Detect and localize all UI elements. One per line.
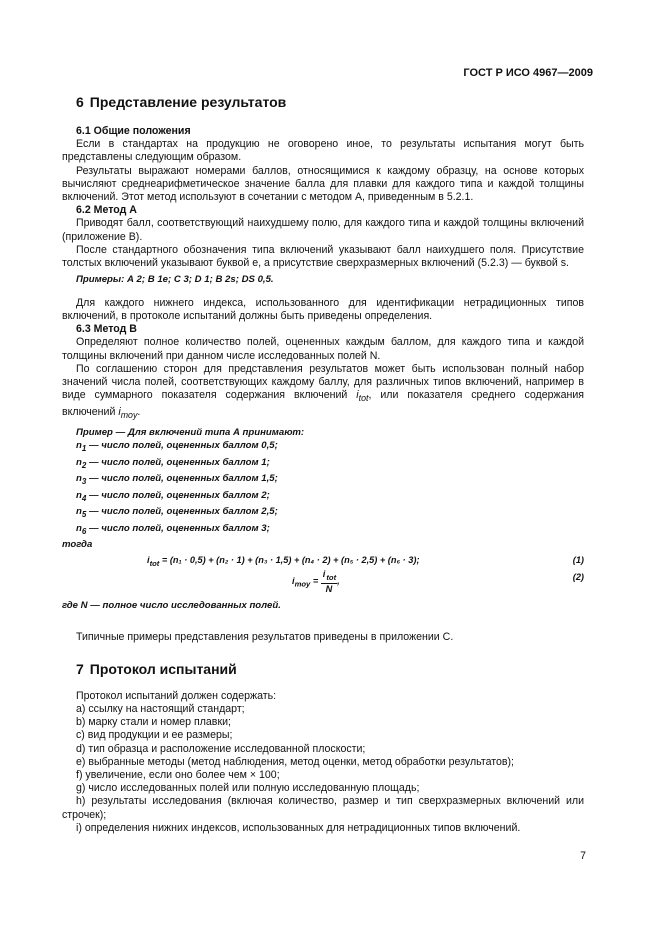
paragraph-with-indices: По соглашению сторон для представления результатов может быть использован полный набор значений числа полей, соответствующих каждому баллу, для различных типов включений, например в виде суммарного показателя содержания включений $i_{tot}$, или показателя среднего содержания включений $i_{moy}$. — [62, 362, 585, 420]
paragraph: После стандартного обозначения типа включений указывают балл наихудшего поля. Присутствие толстых включений указывают буквой e, а присутствие сверхразмерных включений (5.2.3) — буквой s. — [62, 243, 584, 270]
paragraph: Приводят балл, соответствующий наихудшему полю, для каждого типа и каждой толщины включений (приложение В). — [62, 217, 584, 243]
section-6-heading — [76, 94, 584, 111]
protocol-list-item: а) ссылку на настоящий стандарт; — [76, 703, 245, 716]
protocol-list-item: с) вид продукции и ее размеры; — [76, 729, 233, 742]
example-intro: Пример — Для включений типа А принимают: — [76, 426, 305, 438]
paragraph: Результаты выражают номерами баллов, относящимися к каждому образцу, на основе которых вычисляют среднеарифметическое значение балла для плавки для каждого типа и каждой толщины включений. Этот метод используют в сочетании с методом А, приведенным в 5.2.1. — [62, 164, 584, 204]
example-list — [62, 439, 584, 538]
protocol-list-item: b) марку стали и номер плавки; — [76, 716, 231, 729]
section-title: Протокол испытаний — [89, 660, 237, 677]
example-item: $n_6$ — число полей, оцененных баллом 3; — [76, 522, 270, 536]
page-number: 7 — [580, 850, 586, 862]
subsection-6-2-heading: 6.2 Метод А — [76, 204, 137, 217]
subsection-6-3-heading: 6.3 Метод В — [76, 323, 137, 336]
then-label: тогда — [62, 539, 93, 551]
protocol-list — [62, 703, 584, 835]
section-7-heading — [76, 661, 584, 678]
section-number: 6 — [76, 94, 84, 110]
formula-number: (1) — [572, 555, 584, 566]
page-content — [62, 94, 584, 835]
paragraph: Типичные примеры представления результатов приведены в приложении С. — [76, 630, 454, 643]
paragraph: Для каждого нижнего индекса, использованного для идентификации нетрадиционных типов включений, в протоколе испытаний должны быть приведены определения. — [62, 296, 584, 323]
examples-line: Примеры: А 2; В 1e; С 3; D 1; В 2s; DS 0,5. — [76, 274, 274, 286]
example-item: $n_4$ — число полей, оцененных баллом 2; — [76, 489, 270, 503]
section-title: Представление результатов — [89, 94, 287, 110]
example-item: $n_5$ — число полей, оцененных баллом 2,5; — [76, 506, 278, 520]
example-item: $n_3$ — число полей, оцененных баллом 1,5; — [76, 473, 278, 487]
protocol-list-item: d) тип образца и расположение исследованной плоскости; — [76, 742, 366, 755]
i-tot-symbol: $i_{tot}$ — [356, 389, 369, 404]
fraction: $\frac{i_{tot}}{N}$ — [322, 569, 337, 594]
example-item: $n_2$ — число полей, оцененных баллом 1; — [76, 456, 270, 470]
section-number: 7 — [76, 660, 84, 677]
protocol-list-item: g) число исследованных полей или полную исследованную площадь; — [76, 782, 420, 795]
formula-2: $i_{moy}$ = $\frac{i_{tot}}{N}$ , (2) — [292, 569, 584, 594]
formula-1: $i_{tot} = (n_1 \cdot 0,5) + (n_2 \cdot 1) + (n_3 \cdot 1,5) + (n_4 \cdot 2) + (n_5 \cdot 2,5) + (n_6 \cdot 3)$; (1) — [147, 555, 584, 568]
paragraph: Протокол испытаний должен содержать: — [76, 689, 277, 702]
protocol-list-item: f) увеличение, если оно более чем × 100; — [76, 769, 280, 782]
protocol-list-item: h) результаты исследования (включая количество, размер и тип сверхразмерных включений или строчек); — [62, 795, 584, 821]
protocol-list-item: е) выбранные методы (метод наблюдения, метод оценки, метод обработки результатов); — [76, 755, 514, 768]
formula-number: (2) — [572, 572, 584, 583]
subsection-6-1-heading: 6.1 Общие положения — [76, 125, 191, 137]
paragraph: Если в стандартах на продукцию не оговорено иное, то результаты испытания могут быть представлены следующим образом. — [62, 138, 584, 164]
where-line: где N — полное число исследованных полей. — [62, 600, 281, 612]
example-item: $n_1$ — число полей, оцененных баллом 0,5; — [76, 440, 278, 454]
i-moy-symbol: $i_{moy}$ — [118, 405, 138, 420]
paragraph: Определяют полное количество полей, оцененных каждым баллом, для каждого типа и каждой толщины включений при данном числе исследованных полей N. — [62, 336, 584, 362]
protocol-list-item: i) определения нижних индексов, использованных для нетрадиционных типов включений. — [76, 821, 521, 834]
document-header: ГОСТ Р ИСО 4967—2009 — [463, 67, 593, 79]
